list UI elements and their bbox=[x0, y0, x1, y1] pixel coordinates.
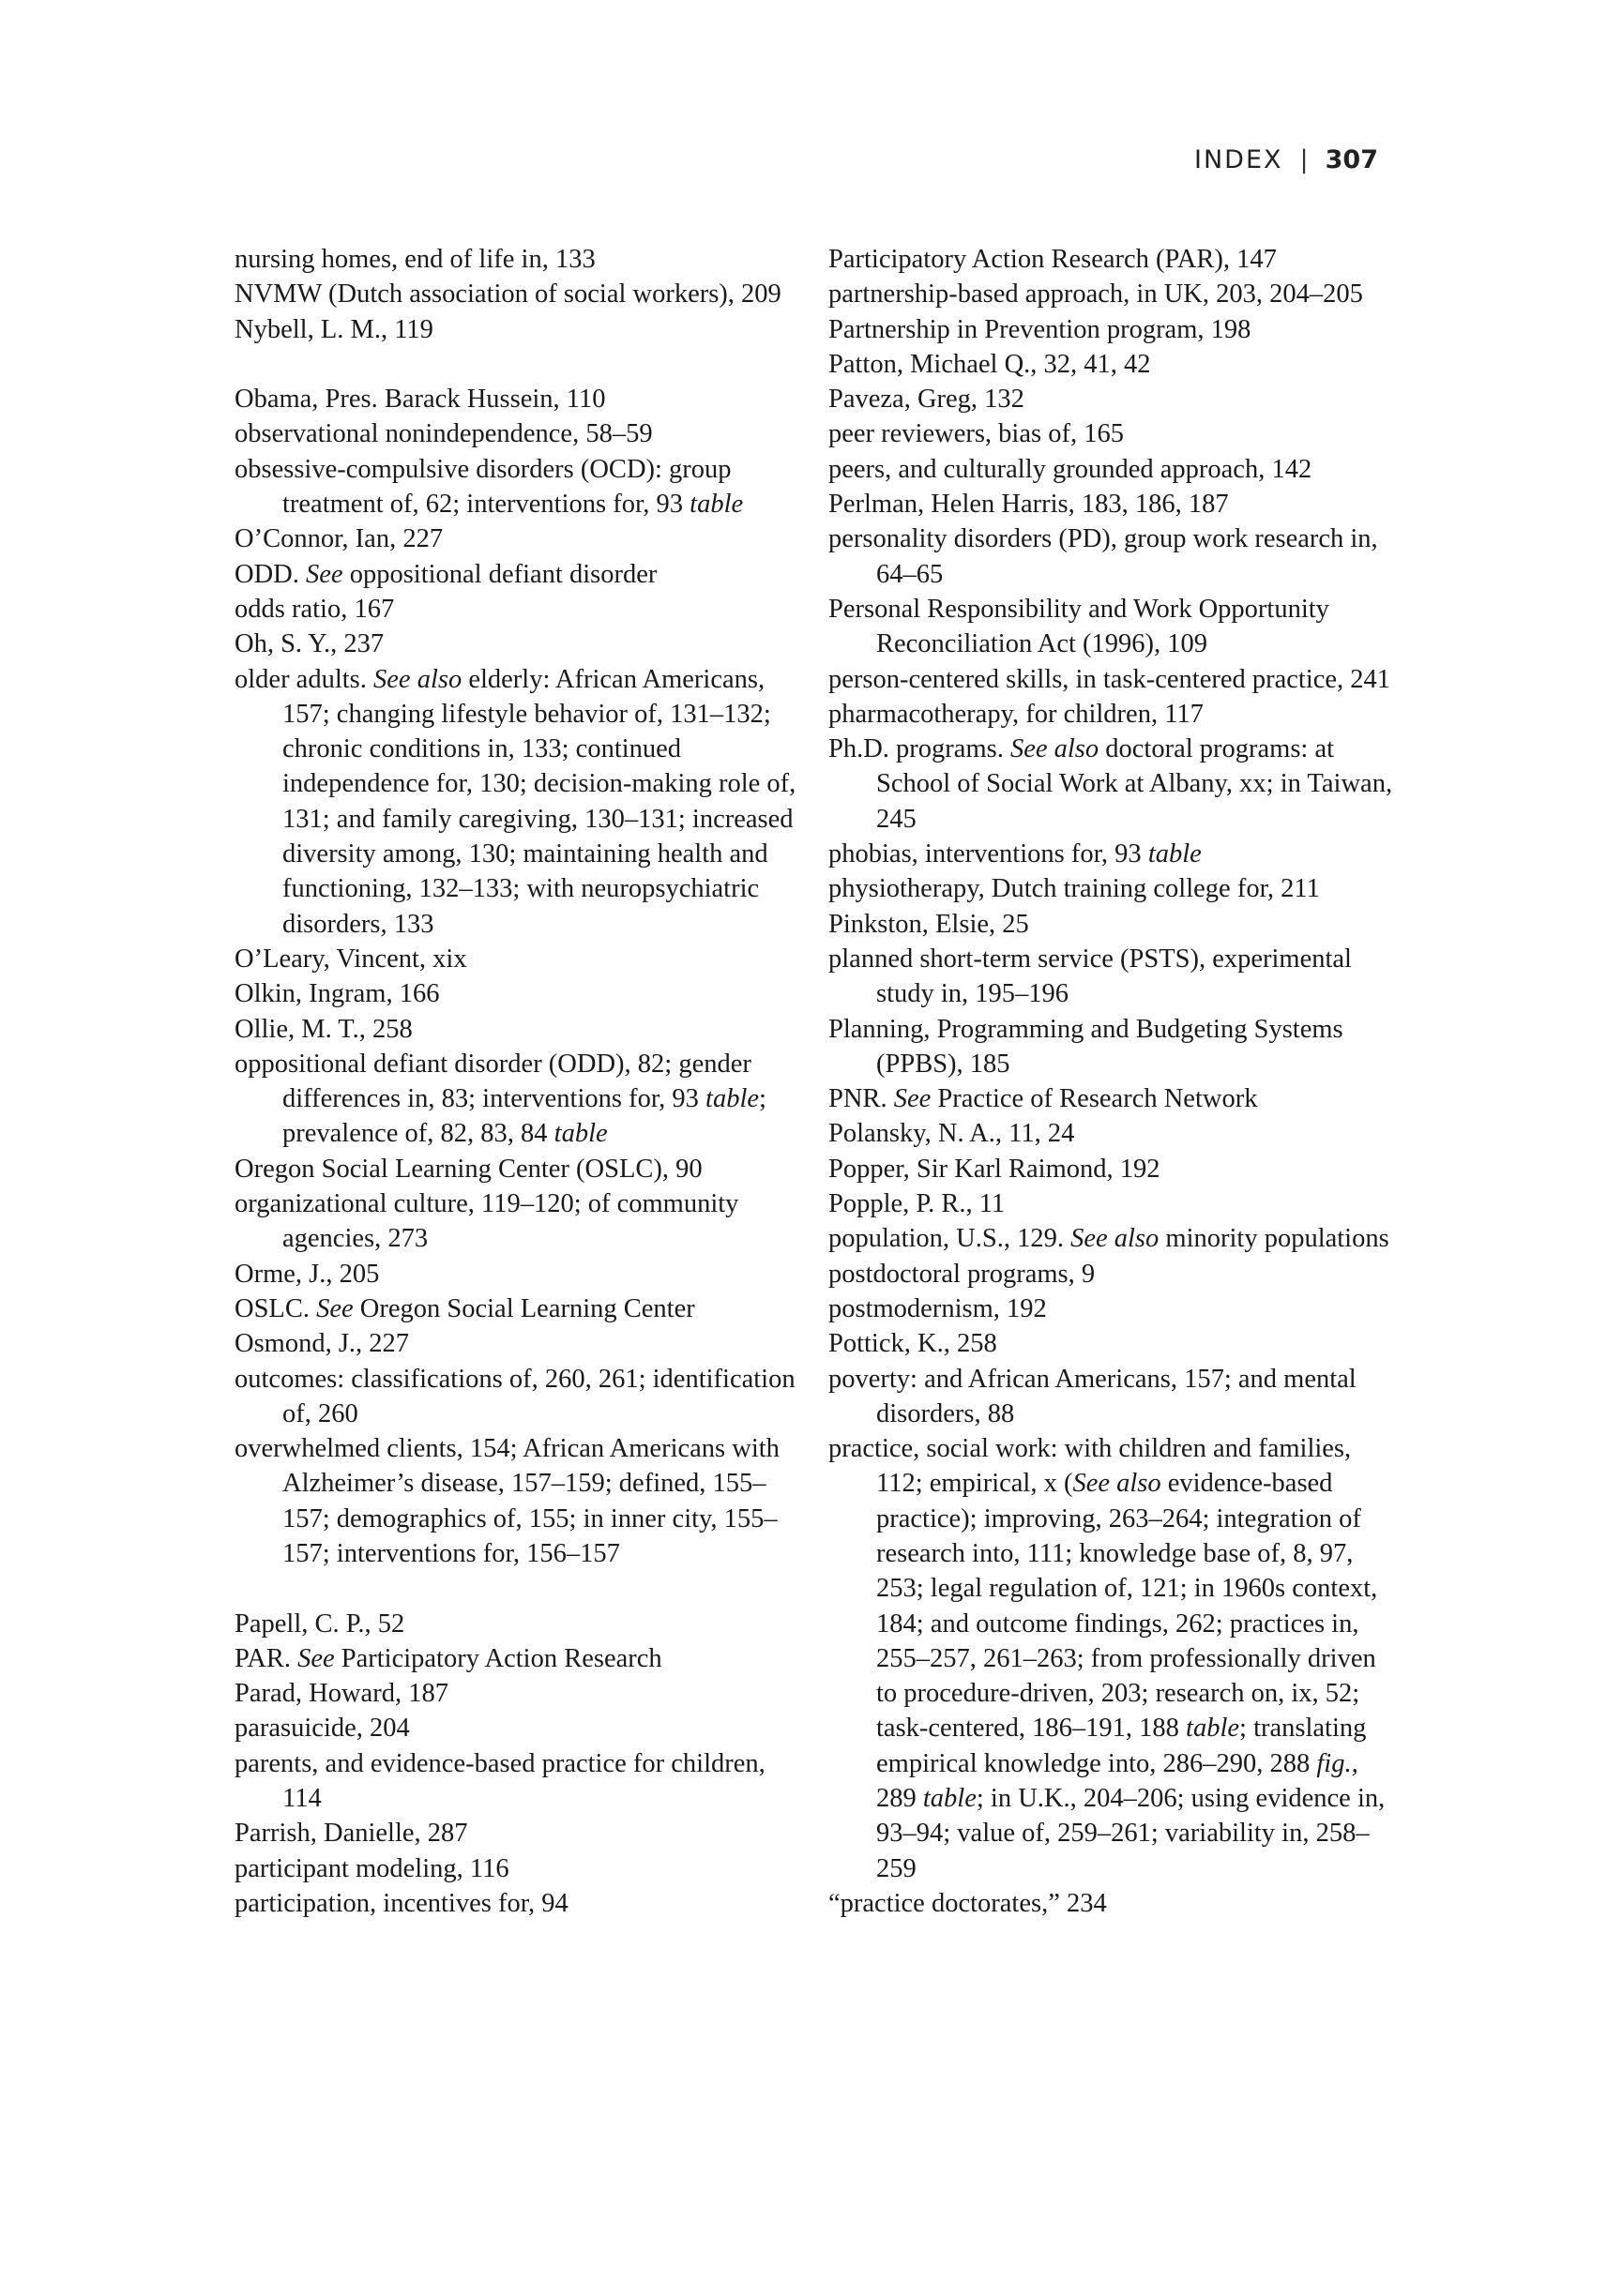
index-column-left bbox=[235, 242, 807, 1921]
index-entry: population, U.S., 129. See also minority populations bbox=[828, 1224, 1389, 1254]
index-entry: Popper, Sir Karl Raimond, 192 bbox=[828, 1154, 1160, 1184]
index-entry: “practice doctorates,” 234 bbox=[828, 1888, 1107, 1918]
index-entry: nursing homes, end of life in, 133 bbox=[235, 245, 596, 274]
index-entry: peers, and culturally grounded approach, 142 bbox=[828, 454, 1312, 484]
index-entry: poverty: and African Americans, 157; and mental disorders, 88 bbox=[828, 1364, 1357, 1428]
index-entry: person-centered skills, in task-centered practice, 241 bbox=[828, 664, 1391, 694]
index-entry: parasuicide, 204 bbox=[235, 1714, 410, 1744]
index-entry: Participatory Action Research (PAR), 147 bbox=[828, 245, 1277, 274]
index-entry: physiotherapy, Dutch training college for, 211 bbox=[828, 874, 1320, 904]
index-entry: ODD. See oppositional defiant disorder bbox=[235, 559, 658, 589]
index-entry: participation, incentives for, 94 bbox=[235, 1888, 569, 1918]
index-entry: participant modeling, 116 bbox=[235, 1853, 509, 1883]
index-entry: older adults. See also elderly: African Americans, 157; changing lifestyle behavior of, 131–132; chronic conditions in, 133; continued independence for, 130; decision-making role of, 131; and family caregiving, 130–131; increased diversity among, 130; maintaining health and functioning, 132–133; with neuropsychiatric disorders, 133 bbox=[235, 664, 796, 939]
index-entry: Pinkston, Elsie, 25 bbox=[828, 909, 1029, 939]
index-entry: postdoctoral programs, 9 bbox=[828, 1259, 1096, 1289]
index-entry: practice, social work: with children and families, 112; empirical, x (See also evidence-based practice); improving, 263–264; integration of research into, 111; knowledge base of, 8, 97, 253; legal regulation of, 121; in 1960s context, 184; and outcome findings, 262; practices in, 255–257, 261–263; from professionally driven to procedure-driven, 203; research on, ix, 52; task-centered, 186–191, 188 table; translating empirical knowledge into, 286–290, 288 fig., 289 table; in U.K., 204–206; using evidence in, 93–94; value of, 259–261; variability in, 258–259 bbox=[828, 1434, 1386, 1883]
index-entry: observational nonindependence, 58–59 bbox=[235, 419, 653, 449]
index-entry: PNR. See Practice of Research Network bbox=[828, 1084, 1258, 1114]
index-entry: Ollie, M. T., 258 bbox=[235, 1014, 413, 1044]
index-entry: OSLC. See Oregon Social Learning Center bbox=[235, 1293, 695, 1323]
index-entry: NVMW (Dutch association of social workers), 209 bbox=[235, 279, 781, 310]
index-entry: postmodernism, 192 bbox=[828, 1293, 1047, 1323]
index-entry: partnership-based approach, in UK, 203, 204–205 bbox=[828, 279, 1363, 310]
index-entry: oppositional defiant disorder (ODD), 82; gender differences in, 83; interventions for, 93 table; prevalence of, 82, 83, 84 table bbox=[235, 1049, 766, 1149]
index-entry: overwhelmed clients, 154; African Americans with Alzheimer’s disease, 157–159; defined, 155–157; demographics of, 155; in inner city, 155–157; interventions for, 156–157 bbox=[235, 1434, 780, 1568]
index-entry: Parad, Howard, 187 bbox=[235, 1679, 448, 1709]
index-entry: phobias, interventions for, 93 table bbox=[828, 839, 1202, 869]
index-entry: Patton, Michael Q., 32, 41, 42 bbox=[828, 349, 1151, 379]
index-entry: Polansky, N. A., 11, 24 bbox=[828, 1119, 1075, 1149]
page-number: 307 bbox=[1325, 145, 1378, 174]
index-entry: Ph.D. programs. See also doctoral programs: at School of Social Work at Albany, xx; in Taiwan, 245 bbox=[828, 734, 1393, 834]
index-entry: Perlman, Helen Harris, 183, 186, 187 bbox=[828, 490, 1229, 520]
index-entry: Nybell, L. M., 119 bbox=[235, 314, 433, 344]
index-entry: Oregon Social Learning Center (OSLC), 90 bbox=[235, 1154, 703, 1184]
index-entry: odds ratio, 167 bbox=[235, 594, 395, 624]
index-entry: pharmacotherapy, for children, 117 bbox=[828, 699, 1204, 729]
index-entry: Partnership in Prevention program, 198 bbox=[828, 314, 1251, 344]
index-entry: Obama, Pres. Barack Hussein, 110 bbox=[235, 385, 606, 415]
index-entry: outcomes: classifications of, 260, 261; identification of, 260 bbox=[235, 1364, 796, 1428]
index-column-right bbox=[828, 242, 1401, 1921]
section-gap bbox=[235, 347, 807, 382]
index-entry: obsessive-compulsive disorders (OCD): group treatment of, 62; interventions for, 93 table bbox=[235, 454, 744, 520]
section-gap bbox=[235, 1571, 807, 1606]
running-head-separator: | bbox=[1299, 145, 1309, 174]
index-entry: Oh, S. Y., 237 bbox=[235, 629, 385, 659]
index-entry: planned short-term service (PSTS), experimental study in, 195–196 bbox=[828, 944, 1352, 1009]
index-entry: Osmond, J., 227 bbox=[235, 1329, 410, 1359]
index-entry: peer reviewers, bias of, 165 bbox=[828, 419, 1124, 449]
index-entry: Orme, J., 205 bbox=[235, 1259, 380, 1289]
index-entry: Personal Responsibility and Work Opportunity Reconciliation Act (1996), 109 bbox=[828, 594, 1329, 659]
index-entry: Planning, Programming and Budgeting Systems (PPBS), 185 bbox=[828, 1014, 1343, 1079]
index-entry: parents, and evidence-based practice for children, 114 bbox=[235, 1748, 766, 1814]
index-entry: personality disorders (PD), group work research in, 64–65 bbox=[828, 524, 1378, 589]
running-head bbox=[1194, 145, 1378, 174]
index-entry: organizational culture, 119–120; of community agencies, 273 bbox=[235, 1189, 739, 1254]
index-entry: Papell, C. P., 52 bbox=[235, 1609, 405, 1639]
index-entry: PAR. See Participatory Action Research bbox=[235, 1643, 662, 1673]
index-entry: Popple, P. R., 11 bbox=[828, 1189, 1006, 1219]
index-entry: Pottick, K., 258 bbox=[828, 1329, 997, 1359]
index-entry: Olkin, Ingram, 166 bbox=[235, 979, 440, 1009]
index-entry: O’Connor, Ian, 227 bbox=[235, 524, 444, 554]
index-entry: O’Leary, Vincent, xix bbox=[235, 944, 467, 974]
index-entry: Parrish, Danielle, 287 bbox=[235, 1819, 468, 1849]
index-entry: Paveza, Greg, 132 bbox=[828, 385, 1024, 415]
running-head-title: INDEX bbox=[1194, 145, 1283, 174]
